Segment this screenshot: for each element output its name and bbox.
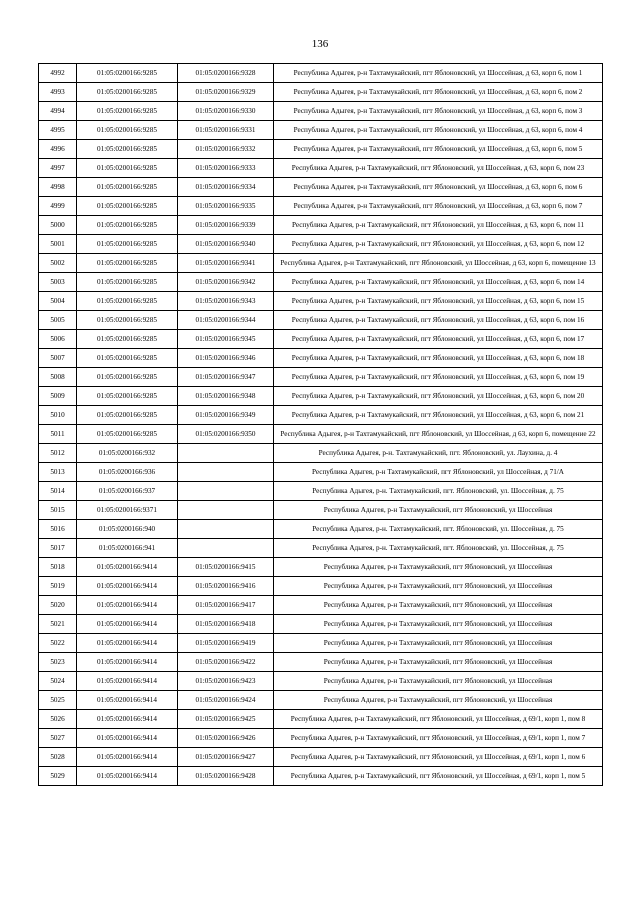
cadastral-number-cell bbox=[178, 463, 274, 482]
cadastral-number-cell: 01:05:0200166:9424 bbox=[178, 691, 274, 710]
table-row bbox=[39, 672, 603, 691]
address-cell: Республика Адыгея, р-н Тахтамукайский, пгт Яблоновский, ул Шоссейная bbox=[274, 501, 603, 520]
address-cell: Республика Адыгея, р-н Тахтамукайский, пгт Яблоновский, ул Шоссейная, д 63, корп 6, пом 4 bbox=[274, 121, 603, 140]
address-cell: Республика Адыгея, р-н Тахтамукайский, пгт Яблоновский, ул Шоссейная, д 63, корп 6, пом 5 bbox=[274, 140, 603, 159]
row-number-cell: 5019 bbox=[39, 577, 77, 596]
address-cell: Республика Адыгея, р-н Тахтамукайский, пгт Яблоновский, ул Шоссейная, д 63, корп 6, пом 21 bbox=[274, 406, 603, 425]
address-cell: Республика Адыгея, р-н Тахтамукайский, пгт Яблоновский, ул Шоссейная, д 63, корп 6, пом 7 bbox=[274, 197, 603, 216]
table-row bbox=[39, 482, 603, 501]
parent-cadastral-number-cell: 01:05:0200166:9285 bbox=[77, 254, 178, 273]
cadastral-number-cell: 01:05:0200166:9330 bbox=[178, 102, 274, 121]
table-row bbox=[39, 767, 603, 786]
cadastral-number-cell: 01:05:0200166:9344 bbox=[178, 311, 274, 330]
address-cell: Республика Адыгея, р-н Тахтамукайский, пгт Яблоновский, ул Шоссейная, д 63, корп 6, пом 17 bbox=[274, 330, 603, 349]
parent-cadastral-number-cell: 01:05:0200166:9285 bbox=[77, 311, 178, 330]
row-number-cell: 4995 bbox=[39, 121, 77, 140]
cadastral-number-cell: 01:05:0200166:9349 bbox=[178, 406, 274, 425]
row-number-cell: 5000 bbox=[39, 216, 77, 235]
table-row bbox=[39, 140, 603, 159]
cadastral-number-cell: 01:05:0200166:9341 bbox=[178, 254, 274, 273]
address-cell: Республика Адыгея, р-н Тахтамукайский, пгт Яблоновский, ул Шоссейная bbox=[274, 634, 603, 653]
parent-cadastral-number-cell: 01:05:0200166:9414 bbox=[77, 672, 178, 691]
row-number-cell: 4992 bbox=[39, 64, 77, 83]
table-row bbox=[39, 406, 603, 425]
cadastral-number-cell bbox=[178, 444, 274, 463]
address-cell: Республика Адыгея, р-н Тахтамукайский, пгт Яблоновский, ул Шоссейная, д 63, корп 6, помещение 13 bbox=[274, 254, 603, 273]
parent-cadastral-number-cell: 01:05:0200166:9285 bbox=[77, 83, 178, 102]
parent-cadastral-number-cell: 01:05:0200166:9285 bbox=[77, 178, 178, 197]
address-cell: Республика Адыгея, р-н Тахтамукайский, пгт Яблоновский, ул Шоссейная bbox=[274, 596, 603, 615]
parent-cadastral-number-cell: 01:05:0200166:941 bbox=[77, 539, 178, 558]
parent-cadastral-number-cell: 01:05:0200166:9414 bbox=[77, 748, 178, 767]
cadastral-number-cell bbox=[178, 539, 274, 558]
table-row bbox=[39, 159, 603, 178]
table-row bbox=[39, 273, 603, 292]
table-row bbox=[39, 216, 603, 235]
cadastral-number-cell: 01:05:0200166:9419 bbox=[178, 634, 274, 653]
address-cell: Республика Адыгея, р-н. Тахтамукайский, пгт. Яблоновский, ул. Лаухина, д. 4 bbox=[274, 444, 603, 463]
parent-cadastral-number-cell: 01:05:0200166:936 bbox=[77, 463, 178, 482]
cadastral-number-cell: 01:05:0200166:9333 bbox=[178, 159, 274, 178]
row-number-cell: 5013 bbox=[39, 463, 77, 482]
address-cell: Республика Адыгея, р-н Тахтамукайский, пгт Яблоновский, ул Шоссейная bbox=[274, 577, 603, 596]
cadastral-number-cell: 01:05:0200166:9328 bbox=[178, 64, 274, 83]
address-cell: Республика Адыгея, р-н. Тахтамукайский, пгт. Яблоновский, ул. Шоссейная, д. 75 bbox=[274, 520, 603, 539]
row-number-cell: 4996 bbox=[39, 140, 77, 159]
parent-cadastral-number-cell: 01:05:0200166:9285 bbox=[77, 273, 178, 292]
parent-cadastral-number-cell: 01:05:0200166:9414 bbox=[77, 634, 178, 653]
table-row bbox=[39, 292, 603, 311]
parent-cadastral-number-cell: 01:05:0200166:9414 bbox=[77, 767, 178, 786]
row-number-cell: 5011 bbox=[39, 425, 77, 444]
cadastral-number-cell: 01:05:0200166:9427 bbox=[178, 748, 274, 767]
address-cell: Республика Адыгея, р-н. Тахтамукайский, пгт. Яблоновский, ул. Шоссейная, д. 75 bbox=[274, 539, 603, 558]
address-cell: Республика Адыгея, р-н Тахтамукайский, пгт Яблоновский, ул Шоссейная, д 63, корп 6, пом 3 bbox=[274, 102, 603, 121]
parent-cadastral-number-cell: 01:05:0200166:9414 bbox=[77, 653, 178, 672]
cadastral-table bbox=[38, 63, 603, 786]
cadastral-number-cell: 01:05:0200166:9334 bbox=[178, 178, 274, 197]
parent-cadastral-number-cell: 01:05:0200166:9414 bbox=[77, 577, 178, 596]
address-cell: Республика Адыгея, р-н Тахтамукайский, пгт Яблоновский, ул Шоссейная bbox=[274, 653, 603, 672]
address-cell: Республика Адыгея, р-н Тахтамукайский, пгт Яблоновский, ул Шоссейная, д 69/1, корп 1, пом 6 bbox=[274, 748, 603, 767]
parent-cadastral-number-cell: 01:05:0200166:9285 bbox=[77, 368, 178, 387]
parent-cadastral-number-cell: 01:05:0200166:9285 bbox=[77, 121, 178, 140]
row-number-cell: 5025 bbox=[39, 691, 77, 710]
cadastral-number-cell: 01:05:0200166:9425 bbox=[178, 710, 274, 729]
address-cell: Республика Адыгея, р-н Тахтамукайский, пгт Яблоновский, ул Шоссейная, д 63, корп 6, пом 12 bbox=[274, 235, 603, 254]
parent-cadastral-number-cell: 01:05:0200166:9414 bbox=[77, 558, 178, 577]
cadastral-number-cell: 01:05:0200166:9350 bbox=[178, 425, 274, 444]
table-body bbox=[39, 64, 603, 786]
address-cell: Республика Адыгея, р-н Тахтамукайский, пгт Яблоновский, ул Шоссейная, д 63, корп 6, пом 1 bbox=[274, 64, 603, 83]
address-cell: Республика Адыгея, р-н Тахтамукайский, пгт Яблоновский, ул Шоссейная, д 63, корп 6, пом 14 bbox=[274, 273, 603, 292]
row-number-cell: 5009 bbox=[39, 387, 77, 406]
cadastral-number-cell: 01:05:0200166:9342 bbox=[178, 273, 274, 292]
address-cell: Республика Адыгея, р-н. Тахтамукайский, пгт. Яблоновский, ул. Шоссейная, д. 75 bbox=[274, 482, 603, 501]
row-number-cell: 5020 bbox=[39, 596, 77, 615]
table-row bbox=[39, 254, 603, 273]
cadastral-number-cell: 01:05:0200166:9346 bbox=[178, 349, 274, 368]
address-cell: Республика Адыгея, р-н Тахтамукайский, пгт Яблоновский, ул Шоссейная, д 71/А bbox=[274, 463, 603, 482]
row-number-cell: 5018 bbox=[39, 558, 77, 577]
cadastral-number-cell: 01:05:0200166:9343 bbox=[178, 292, 274, 311]
table-row bbox=[39, 235, 603, 254]
parent-cadastral-number-cell: 01:05:0200166:9414 bbox=[77, 691, 178, 710]
row-number-cell: 5028 bbox=[39, 748, 77, 767]
row-number-cell: 5008 bbox=[39, 368, 77, 387]
table-row bbox=[39, 463, 603, 482]
address-cell: Республика Адыгея, р-н Тахтамукайский, пгт Яблоновский, ул Шоссейная bbox=[274, 615, 603, 634]
parent-cadastral-number-cell: 01:05:0200166:9285 bbox=[77, 197, 178, 216]
table-row bbox=[39, 501, 603, 520]
table-row bbox=[39, 653, 603, 672]
row-number-cell: 4993 bbox=[39, 83, 77, 102]
row-number-cell: 5022 bbox=[39, 634, 77, 653]
table-row bbox=[39, 349, 603, 368]
table-row bbox=[39, 520, 603, 539]
page-number: 136 bbox=[311, 38, 329, 50]
row-number-cell: 5010 bbox=[39, 406, 77, 425]
cadastral-number-cell bbox=[178, 482, 274, 501]
table-row bbox=[39, 615, 603, 634]
address-cell: Республика Адыгея, р-н Тахтамукайский, пгт Яблоновский, ул Шоссейная, д 63, корп 6, пом 16 bbox=[274, 311, 603, 330]
row-number-cell: 4994 bbox=[39, 102, 77, 121]
table-row bbox=[39, 330, 603, 349]
table-row bbox=[39, 577, 603, 596]
cadastral-number-cell bbox=[178, 520, 274, 539]
row-number-cell: 5029 bbox=[39, 767, 77, 786]
table-row bbox=[39, 634, 603, 653]
parent-cadastral-number-cell: 01:05:0200166:9285 bbox=[77, 292, 178, 311]
table-row bbox=[39, 748, 603, 767]
address-cell: Республика Адыгея, р-н Тахтамукайский, пгт Яблоновский, ул Шоссейная, д 63, корп 6, пом 15 bbox=[274, 292, 603, 311]
parent-cadastral-number-cell: 01:05:0200166:9285 bbox=[77, 406, 178, 425]
table-row bbox=[39, 691, 603, 710]
table-row bbox=[39, 311, 603, 330]
parent-cadastral-number-cell: 01:05:0200166:9285 bbox=[77, 102, 178, 121]
cadastral-number-cell: 01:05:0200166:9426 bbox=[178, 729, 274, 748]
row-number-cell: 5021 bbox=[39, 615, 77, 634]
cadastral-number-cell: 01:05:0200166:9331 bbox=[178, 121, 274, 140]
parent-cadastral-number-cell: 01:05:0200166:9285 bbox=[77, 216, 178, 235]
table-row bbox=[39, 178, 603, 197]
cadastral-number-cell: 01:05:0200166:9335 bbox=[178, 197, 274, 216]
address-cell: Республика Адыгея, р-н Тахтамукайский, пгт Яблоновский, ул Шоссейная, д 63, корп 6, пом 19 bbox=[274, 368, 603, 387]
row-number-cell: 4998 bbox=[39, 178, 77, 197]
address-cell: Республика Адыгея, р-н Тахтамукайский, пгт Яблоновский, ул Шоссейная, д 69/1, корп 1, пом 5 bbox=[274, 767, 603, 786]
row-number-cell: 5005 bbox=[39, 311, 77, 330]
address-cell: Республика Адыгея, р-н Тахтамукайский, пгт Яблоновский, ул Шоссейная, д 63, корп 6, пом 20 bbox=[274, 387, 603, 406]
row-number-cell: 5006 bbox=[39, 330, 77, 349]
row-number-cell: 5023 bbox=[39, 653, 77, 672]
table-row bbox=[39, 425, 603, 444]
row-number-cell: 5024 bbox=[39, 672, 77, 691]
table-row bbox=[39, 197, 603, 216]
parent-cadastral-number-cell: 01:05:0200166:9371 bbox=[77, 501, 178, 520]
table-row bbox=[39, 596, 603, 615]
row-number-cell: 5016 bbox=[39, 520, 77, 539]
table-row bbox=[39, 729, 603, 748]
parent-cadastral-number-cell: 01:05:0200166:9414 bbox=[77, 596, 178, 615]
cadastral-number-cell: 01:05:0200166:9422 bbox=[178, 653, 274, 672]
parent-cadastral-number-cell: 01:05:0200166:9285 bbox=[77, 349, 178, 368]
cadastral-number-cell: 01:05:0200166:9348 bbox=[178, 387, 274, 406]
table-row bbox=[39, 64, 603, 83]
cadastral-number-cell: 01:05:0200166:9345 bbox=[178, 330, 274, 349]
address-cell: Республика Адыгея, р-н Тахтамукайский, пгт Яблоновский, ул Шоссейная, д 63, корп 6, пом 23 bbox=[274, 159, 603, 178]
table-row bbox=[39, 121, 603, 140]
parent-cadastral-number-cell: 01:05:0200166:9414 bbox=[77, 710, 178, 729]
address-cell: Республика Адыгея, р-н Тахтамукайский, пгт Яблоновский, ул Шоссейная, д 63, корп 6, пом 2 bbox=[274, 83, 603, 102]
address-cell: Республика Адыгея, р-н Тахтамукайский, пгт Яблоновский, ул Шоссейная bbox=[274, 558, 603, 577]
address-cell: Республика Адыгея, р-н Тахтамукайский, пгт Яблоновский, ул Шоссейная bbox=[274, 672, 603, 691]
row-number-cell: 5012 bbox=[39, 444, 77, 463]
row-number-cell: 5014 bbox=[39, 482, 77, 501]
cadastral-number-cell: 01:05:0200166:9329 bbox=[178, 83, 274, 102]
address-cell: Республика Адыгея, р-н Тахтамукайский, пгт Яблоновский, ул Шоссейная, д 63, корп 6, помещение 22 bbox=[274, 425, 603, 444]
table-row bbox=[39, 83, 603, 102]
row-number-cell: 5007 bbox=[39, 349, 77, 368]
table-row bbox=[39, 558, 603, 577]
parent-cadastral-number-cell: 01:05:0200166:937 bbox=[77, 482, 178, 501]
cadastral-number-cell: 01:05:0200166:9332 bbox=[178, 140, 274, 159]
table-row bbox=[39, 444, 603, 463]
address-cell: Республика Адыгея, р-н Тахтамукайский, пгт Яблоновский, ул Шоссейная, д 69/1, корп 1, пом 8 bbox=[274, 710, 603, 729]
address-cell: Республика Адыгея, р-н Тахтамукайский, пгт Яблоновский, ул Шоссейная, д 63, корп 6, пом 18 bbox=[274, 349, 603, 368]
parent-cadastral-number-cell: 01:05:0200166:9285 bbox=[77, 425, 178, 444]
cadastral-number-cell: 01:05:0200166:9415 bbox=[178, 558, 274, 577]
table-row bbox=[39, 539, 603, 558]
address-cell: Республика Адыгея, р-н Тахтамукайский, пгт Яблоновский, ул Шоссейная, д 63, корп 6, пом 11 bbox=[274, 216, 603, 235]
row-number-cell: 5027 bbox=[39, 729, 77, 748]
parent-cadastral-number-cell: 01:05:0200166:9285 bbox=[77, 330, 178, 349]
cadastral-number-cell: 01:05:0200166:9340 bbox=[178, 235, 274, 254]
parent-cadastral-number-cell: 01:05:0200166:940 bbox=[77, 520, 178, 539]
table-row bbox=[39, 710, 603, 729]
row-number-cell: 5015 bbox=[39, 501, 77, 520]
parent-cadastral-number-cell: 01:05:0200166:9414 bbox=[77, 615, 178, 634]
parent-cadastral-number-cell: 01:05:0200166:9414 bbox=[77, 729, 178, 748]
address-cell: Республика Адыгея, р-н Тахтамукайский, пгт Яблоновский, ул Шоссейная, д 63, корп 6, пом 6 bbox=[274, 178, 603, 197]
address-cell: Республика Адыгея, р-н Тахтамукайский, пгт Яблоновский, ул Шоссейная bbox=[274, 691, 603, 710]
cadastral-number-cell: 01:05:0200166:9418 bbox=[178, 615, 274, 634]
address-cell: Республика Адыгея, р-н Тахтамукайский, пгт Яблоновский, ул Шоссейная, д 69/1, корп 1, пом 7 bbox=[274, 729, 603, 748]
row-number-cell: 5004 bbox=[39, 292, 77, 311]
table-row bbox=[39, 102, 603, 121]
cadastral-number-cell: 01:05:0200166:9347 bbox=[178, 368, 274, 387]
parent-cadastral-number-cell: 01:05:0200166:9285 bbox=[77, 387, 178, 406]
table-row bbox=[39, 368, 603, 387]
cadastral-number-cell: 01:05:0200166:9423 bbox=[178, 672, 274, 691]
parent-cadastral-number-cell: 01:05:0200166:9285 bbox=[77, 64, 178, 83]
row-number-cell: 4999 bbox=[39, 197, 77, 216]
cadastral-number-cell bbox=[178, 501, 274, 520]
table-row bbox=[39, 387, 603, 406]
row-number-cell: 4997 bbox=[39, 159, 77, 178]
cadastral-number-cell: 01:05:0200166:9416 bbox=[178, 577, 274, 596]
row-number-cell: 5001 bbox=[39, 235, 77, 254]
cadastral-number-cell: 01:05:0200166:9417 bbox=[178, 596, 274, 615]
row-number-cell: 5026 bbox=[39, 710, 77, 729]
parent-cadastral-number-cell: 01:05:0200166:9285 bbox=[77, 235, 178, 254]
cadastral-number-cell: 01:05:0200166:9339 bbox=[178, 216, 274, 235]
cadastral-number-cell: 01:05:0200166:9428 bbox=[178, 767, 274, 786]
parent-cadastral-number-cell: 01:05:0200166:932 bbox=[77, 444, 178, 463]
parent-cadastral-number-cell: 01:05:0200166:9285 bbox=[77, 140, 178, 159]
parent-cadastral-number-cell: 01:05:0200166:9285 bbox=[77, 159, 178, 178]
row-number-cell: 5017 bbox=[39, 539, 77, 558]
row-number-cell: 5002 bbox=[39, 254, 77, 273]
row-number-cell: 5003 bbox=[39, 273, 77, 292]
